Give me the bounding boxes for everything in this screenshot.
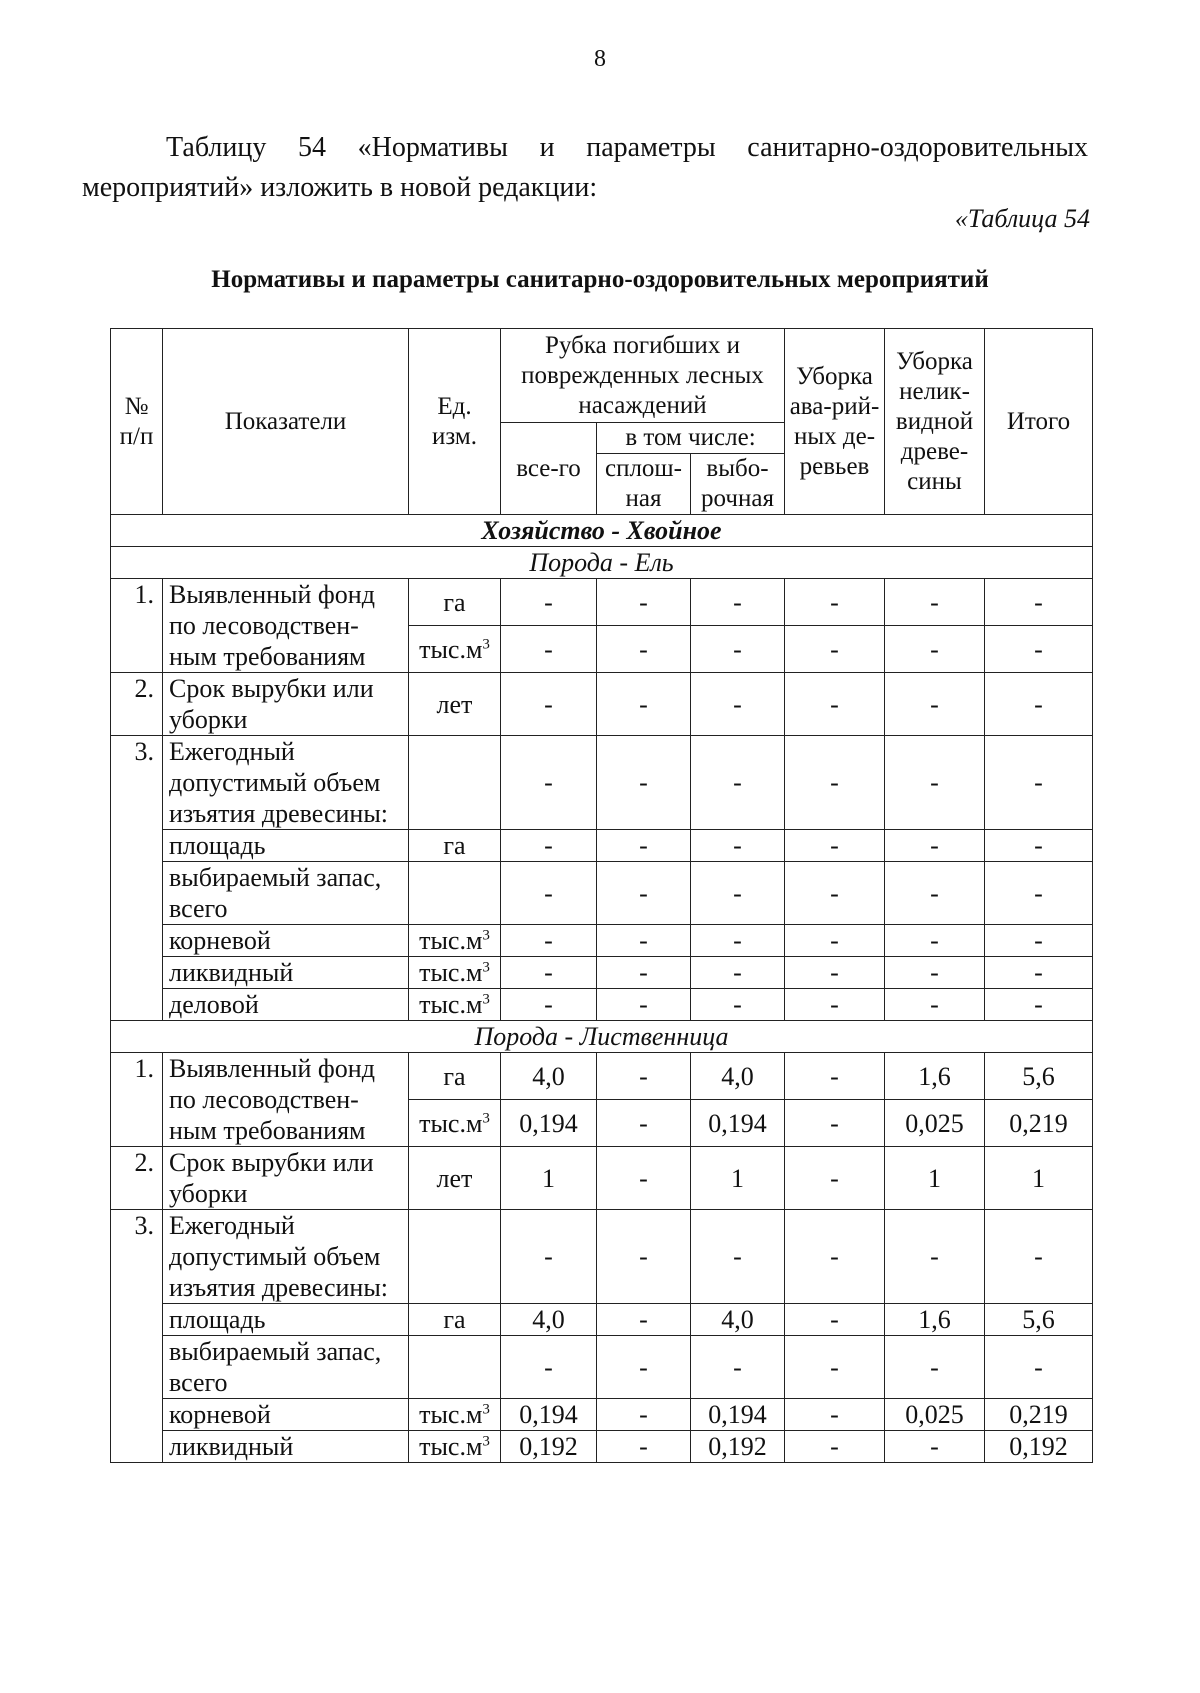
value-cell: - [501,862,597,925]
row-indicator: выбираемый запас, всего [163,1336,409,1399]
table-row [111,736,1093,830]
value-cell: - [785,736,885,830]
intro-paragraph [82,128,1088,208]
value-cell: 0,194 [691,1399,785,1431]
value-cell: - [597,1100,691,1147]
unit-text: га [443,831,466,860]
value-cell: 0,025 [885,1100,985,1147]
table-row [111,989,1093,1021]
species-label: Порода - Ель [111,547,1093,579]
value-cell: - [501,989,597,1021]
header-unit: Ед. изм. [409,329,501,515]
value-cell: 1 [985,1147,1093,1210]
table-row [111,862,1093,925]
row-number: 2. [111,1147,163,1210]
value-cell: - [885,1336,985,1399]
unit-superscript: 3 [482,959,490,976]
row-unit [409,626,501,673]
value-cell: - [885,925,985,957]
table-row [111,830,1093,862]
row-unit [409,673,501,736]
row-indicator: Выявленный фонд по лесоводствен-ным требованиям [163,579,409,673]
value-cell: 0,194 [501,1100,597,1147]
row-unit [409,579,501,626]
unit-superscript: 3 [482,1401,490,1418]
value-cell: - [885,736,985,830]
standards-table [110,328,1093,1463]
value-cell: 1 [885,1147,985,1210]
table-row [111,673,1093,736]
row-unit [409,925,501,957]
row-indicator: выбираемый запас, всего [163,862,409,925]
table-row [111,1210,1093,1304]
value-cell: - [985,579,1093,626]
intro-line-1: Таблицу 54 «Нормативы и параметры санитарно-оздоровительных [166,132,1088,163]
row-unit [409,1336,501,1399]
value-cell: 5,6 [985,1053,1093,1100]
value-cell: - [691,1336,785,1399]
value-cell: - [785,1336,885,1399]
value-cell: - [885,1431,985,1463]
value-cell: 1 [501,1147,597,1210]
species-label: Порода - Лиственница [111,1021,1093,1053]
row-indicator: корневой [163,925,409,957]
unit-text: лет [436,1163,473,1193]
row-indicator: Срок вырубки или уборки [163,673,409,736]
value-cell: - [985,736,1093,830]
value-cell: - [985,957,1093,989]
row-indicator: ликвидный [163,1431,409,1463]
unit-text: тыс.м [419,1432,483,1461]
value-cell: - [597,862,691,925]
value-cell: - [597,626,691,673]
economy-row [111,515,1093,547]
header-emergency: Уборка ава-рий-ных де-ревьев [785,329,885,515]
row-number: 3. [111,736,163,1021]
row-indicator: Ежегодный допустимый объем изъятия древесины: [163,1210,409,1304]
row-indicator: корневой [163,1399,409,1431]
value-cell: - [691,579,785,626]
value-cell: - [691,626,785,673]
row-unit [409,989,501,1021]
unit-text: тыс.м [419,926,483,955]
value-cell: - [885,626,985,673]
value-cell: - [985,1210,1093,1304]
row-unit [409,830,501,862]
row-unit [409,1431,501,1463]
value-cell: 1,6 [885,1053,985,1100]
value-cell: - [597,579,691,626]
value-cell: 4,0 [501,1053,597,1100]
value-cell: - [691,673,785,736]
header-including: в том числе: [597,423,785,454]
table-row [111,579,1093,626]
table-row [111,1147,1093,1210]
header-felling-total: все-го [501,423,597,515]
table-row [111,925,1093,957]
value-cell: - [785,1431,885,1463]
value-cell: 0,025 [885,1399,985,1431]
value-cell: - [691,925,785,957]
value-cell: 0,219 [985,1100,1093,1147]
header-selective: выбо-рочная [691,454,785,515]
value-cell: 0,192 [985,1431,1093,1463]
unit-text: га [443,1305,466,1334]
row-number: 1. [111,579,163,673]
intro-line-2: мероприятий» изложить в новой редакции: [82,172,598,203]
value-cell: - [885,862,985,925]
row-unit [409,1053,501,1100]
row-unit [409,1147,501,1210]
table-row [111,1336,1093,1399]
value-cell: - [785,1210,885,1304]
value-cell: - [597,736,691,830]
row-unit [409,1100,501,1147]
unit-text: тыс.м [419,1108,483,1138]
table-row [111,1431,1093,1463]
header-illiquid: Уборка нелик-видной древе-сины [885,329,985,515]
value-cell: - [885,579,985,626]
row-unit [409,957,501,989]
value-cell: - [885,957,985,989]
header-total: Итого [985,329,1093,515]
unit-text: га [443,1061,466,1091]
value-cell: - [985,673,1093,736]
unit-superscript: 3 [482,1433,490,1450]
value-cell: 1 [691,1147,785,1210]
value-cell: - [501,673,597,736]
value-cell: - [985,989,1093,1021]
unit-superscript: 3 [482,927,490,944]
value-cell: - [985,830,1093,862]
value-cell: - [597,1431,691,1463]
unit-text: тыс.м [419,634,483,664]
value-cell: - [885,673,985,736]
value-cell: - [597,673,691,736]
value-cell: - [691,862,785,925]
value-cell: - [597,1399,691,1431]
value-cell: - [501,579,597,626]
unit-superscript: 3 [482,991,490,1008]
row-indicator: ликвидный [163,957,409,989]
header-felling: Рубка погибших и поврежденных лесных насаждений [501,329,785,423]
value-cell: - [785,957,885,989]
table-row [111,1053,1093,1100]
table-row [111,1304,1093,1336]
value-cell: - [785,626,885,673]
page-number: 8 [594,46,606,72]
value-cell: - [691,989,785,1021]
value-cell: 4,0 [691,1304,785,1336]
table-reference: «Таблица 54 [954,204,1090,233]
value-cell: 4,0 [501,1304,597,1336]
value-cell: - [785,1053,885,1100]
value-cell: - [785,989,885,1021]
unit-text: лет [436,689,473,719]
value-cell: - [785,1399,885,1431]
value-cell: - [785,1304,885,1336]
row-indicator: площадь [163,1304,409,1336]
value-cell: - [785,862,885,925]
value-cell: - [501,830,597,862]
value-cell: - [785,830,885,862]
unit-text: га [443,587,466,617]
value-cell: - [785,579,885,626]
value-cell: - [501,925,597,957]
row-number: 1. [111,1053,163,1147]
value-cell: 0,192 [501,1431,597,1463]
value-cell: - [985,626,1093,673]
value-cell: - [501,957,597,989]
value-cell: - [597,830,691,862]
value-cell: - [785,925,885,957]
unit-superscript: 3 [482,635,490,652]
value-cell: - [597,957,691,989]
value-cell: 0,192 [691,1431,785,1463]
row-unit [409,736,501,830]
value-cell: - [885,989,985,1021]
value-cell: - [597,989,691,1021]
table-title: Нормативы и параметры санитарно-оздоровительных мероприятий [211,266,989,293]
row-unit [409,1399,501,1431]
row-indicator: Срок вырубки или уборки [163,1147,409,1210]
value-cell: 4,0 [691,1053,785,1100]
value-cell: - [597,925,691,957]
header-clear: сплош-ная [597,454,691,515]
value-cell: - [597,1304,691,1336]
value-cell: - [885,1210,985,1304]
value-cell: - [985,862,1093,925]
value-cell: - [785,1100,885,1147]
unit-text: тыс.м [419,1400,483,1429]
row-unit [409,1210,501,1304]
table-row [111,957,1093,989]
value-cell: 5,6 [985,1304,1093,1336]
unit-text: тыс.м [419,958,483,987]
value-cell: - [501,736,597,830]
value-cell: - [985,1336,1093,1399]
row-indicator: Выявленный фонд по лесоводствен-ным требованиям [163,1053,409,1147]
value-cell: 0,194 [691,1100,785,1147]
row-number: 3. [111,1210,163,1463]
value-cell: - [597,1147,691,1210]
header-num: № п/п [111,329,163,515]
value-cell: - [785,1147,885,1210]
economy-label: Хозяйство - Хвойное [111,515,1093,547]
value-cell: - [785,673,885,736]
unit-superscript: 3 [482,1109,490,1126]
row-indicator: Ежегодный допустимый объем изъятия древесины: [163,736,409,830]
value-cell: - [691,1210,785,1304]
value-cell: - [597,1336,691,1399]
row-unit [409,862,501,925]
value-cell: - [885,830,985,862]
value-cell: - [985,925,1093,957]
value-cell: - [501,1336,597,1399]
unit-text: тыс.м [419,990,483,1019]
header-indicator: Показатели [163,329,409,515]
row-number: 2. [111,673,163,736]
value-cell: - [501,626,597,673]
value-cell: 0,194 [501,1399,597,1431]
value-cell: - [501,1210,597,1304]
row-indicator: площадь [163,830,409,862]
table-row [111,1399,1093,1431]
value-cell: 0,219 [985,1399,1093,1431]
row-indicator: деловой [163,989,409,1021]
value-cell: - [597,1210,691,1304]
value-cell: - [597,1053,691,1100]
row-unit [409,1304,501,1336]
value-cell: 1,6 [885,1304,985,1336]
value-cell: - [691,736,785,830]
species-row [111,547,1093,579]
value-cell: - [691,830,785,862]
value-cell: - [691,957,785,989]
species-row [111,1021,1093,1053]
